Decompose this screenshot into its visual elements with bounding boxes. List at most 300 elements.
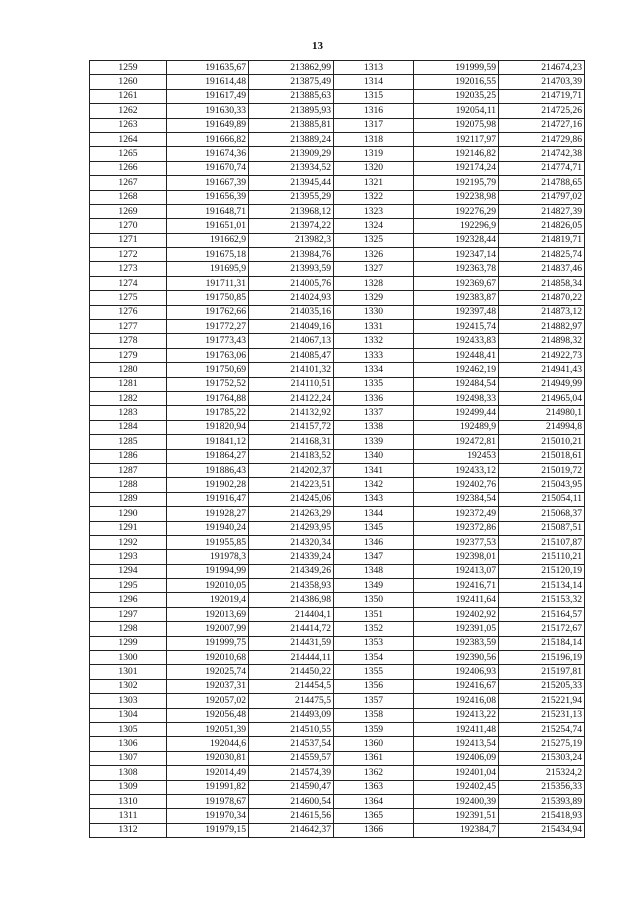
point-number-cell: 1339 bbox=[334, 435, 414, 449]
table-row bbox=[90, 607, 585, 621]
x-coordinate-cell: 191630,33 bbox=[167, 104, 249, 118]
x-coordinate-cell: 191994,99 bbox=[167, 564, 249, 578]
x-coordinate-cell: 192044,6 bbox=[167, 737, 249, 751]
x-coordinate-cell: 191670,74 bbox=[167, 161, 249, 175]
y-coordinate-cell: 214431,59 bbox=[249, 636, 334, 650]
y-coordinate-cell: 214774,71 bbox=[499, 161, 585, 175]
x-coordinate-cell: 192402,45 bbox=[414, 780, 499, 794]
table-row bbox=[90, 276, 585, 290]
y-coordinate-cell: 215120,19 bbox=[499, 564, 585, 578]
x-coordinate-cell: 191772,27 bbox=[167, 320, 249, 334]
x-coordinate-cell: 192195,79 bbox=[414, 176, 499, 190]
y-coordinate-cell: 214510,55 bbox=[249, 722, 334, 736]
point-number-cell: 1277 bbox=[90, 320, 167, 334]
table-row bbox=[90, 377, 585, 391]
point-number-cell: 1322 bbox=[334, 190, 414, 204]
point-number-cell: 1260 bbox=[90, 75, 167, 89]
point-number-cell: 1340 bbox=[334, 449, 414, 463]
y-coordinate-cell: 214444,11 bbox=[249, 651, 334, 665]
point-number-cell: 1365 bbox=[334, 809, 414, 823]
x-coordinate-cell: 191841,12 bbox=[167, 435, 249, 449]
table-row bbox=[90, 305, 585, 319]
table-row bbox=[90, 622, 585, 636]
point-number-cell: 1341 bbox=[334, 463, 414, 477]
point-number-cell: 1317 bbox=[334, 118, 414, 132]
point-number-cell: 1283 bbox=[90, 406, 167, 420]
x-coordinate-cell: 191991,82 bbox=[167, 780, 249, 794]
y-coordinate-cell: 214559,57 bbox=[249, 751, 334, 765]
x-coordinate-cell: 191614,48 bbox=[167, 75, 249, 89]
x-coordinate-cell: 192025,74 bbox=[167, 665, 249, 679]
point-number-cell: 1265 bbox=[90, 147, 167, 161]
page-number: 13 bbox=[312, 40, 323, 52]
table-row bbox=[90, 118, 585, 132]
y-coordinate-cell: 213885,81 bbox=[249, 118, 334, 132]
x-coordinate-cell: 191955,85 bbox=[167, 535, 249, 549]
x-coordinate-cell: 191750,69 bbox=[167, 363, 249, 377]
table-row bbox=[90, 665, 585, 679]
point-number-cell: 1303 bbox=[90, 694, 167, 708]
table-row bbox=[90, 104, 585, 118]
y-coordinate-cell: 215184,14 bbox=[499, 636, 585, 650]
point-number-cell: 1327 bbox=[334, 262, 414, 276]
y-coordinate-cell: 214941,43 bbox=[499, 363, 585, 377]
y-coordinate-cell: 215324,2 bbox=[499, 766, 585, 780]
x-coordinate-cell: 192010,05 bbox=[167, 579, 249, 593]
x-coordinate-cell: 192416,08 bbox=[414, 694, 499, 708]
x-coordinate-cell: 192174,24 bbox=[414, 161, 499, 175]
y-coordinate-cell: 214049,16 bbox=[249, 320, 334, 334]
table-row bbox=[90, 219, 585, 233]
x-coordinate-cell: 191666,82 bbox=[167, 132, 249, 146]
point-number-cell: 1358 bbox=[334, 708, 414, 722]
y-coordinate-cell: 215418,93 bbox=[499, 809, 585, 823]
point-number-cell: 1364 bbox=[334, 794, 414, 808]
point-number-cell: 1316 bbox=[334, 104, 414, 118]
table-row bbox=[90, 809, 585, 823]
x-coordinate-cell: 192416,71 bbox=[414, 579, 499, 593]
y-coordinate-cell: 215205,33 bbox=[499, 679, 585, 693]
table-row bbox=[90, 435, 585, 449]
point-number-cell: 1363 bbox=[334, 780, 414, 794]
point-number-cell: 1331 bbox=[334, 320, 414, 334]
point-number-cell: 1292 bbox=[90, 535, 167, 549]
table-row bbox=[90, 420, 585, 434]
point-number-cell: 1264 bbox=[90, 132, 167, 146]
x-coordinate-cell: 191674,36 bbox=[167, 147, 249, 161]
point-number-cell: 1272 bbox=[90, 248, 167, 262]
table-row bbox=[90, 233, 585, 247]
x-coordinate-cell: 191667,39 bbox=[167, 176, 249, 190]
point-number-cell: 1361 bbox=[334, 751, 414, 765]
table-row bbox=[90, 823, 585, 837]
y-coordinate-cell: 214085,47 bbox=[249, 348, 334, 362]
x-coordinate-cell: 191970,34 bbox=[167, 809, 249, 823]
point-number-cell: 1279 bbox=[90, 348, 167, 362]
y-coordinate-cell: 213982,3 bbox=[249, 233, 334, 247]
point-number-cell: 1312 bbox=[90, 823, 167, 837]
table-row bbox=[90, 507, 585, 521]
y-coordinate-cell: 215010,21 bbox=[499, 435, 585, 449]
point-number-cell: 1285 bbox=[90, 435, 167, 449]
y-coordinate-cell: 214827,39 bbox=[499, 204, 585, 218]
x-coordinate-cell: 192007,99 bbox=[167, 622, 249, 636]
y-coordinate-cell: 214202,37 bbox=[249, 463, 334, 477]
x-coordinate-cell: 191979,15 bbox=[167, 823, 249, 837]
point-number-cell: 1310 bbox=[90, 794, 167, 808]
y-coordinate-cell: 215254,74 bbox=[499, 722, 585, 736]
x-coordinate-cell: 192057,02 bbox=[167, 694, 249, 708]
point-number-cell: 1319 bbox=[334, 147, 414, 161]
point-number-cell: 1348 bbox=[334, 564, 414, 578]
point-number-cell: 1269 bbox=[90, 204, 167, 218]
table-row bbox=[90, 550, 585, 564]
x-coordinate-cell: 192051,39 bbox=[167, 722, 249, 736]
point-number-cell: 1280 bbox=[90, 363, 167, 377]
point-number-cell: 1293 bbox=[90, 550, 167, 564]
y-coordinate-cell: 215275,19 bbox=[499, 737, 585, 751]
table-row bbox=[90, 521, 585, 535]
x-coordinate-cell: 192383,87 bbox=[414, 291, 499, 305]
x-coordinate-cell: 191762,66 bbox=[167, 305, 249, 319]
x-coordinate-cell: 192054,11 bbox=[414, 104, 499, 118]
y-coordinate-cell: 215068,37 bbox=[499, 507, 585, 521]
y-coordinate-cell: 214674,23 bbox=[499, 61, 585, 75]
table-row bbox=[90, 737, 585, 751]
point-number-cell: 1294 bbox=[90, 564, 167, 578]
y-coordinate-cell: 215018,61 bbox=[499, 449, 585, 463]
point-number-cell: 1343 bbox=[334, 492, 414, 506]
point-number-cell: 1330 bbox=[334, 305, 414, 319]
x-coordinate-cell: 192433,83 bbox=[414, 334, 499, 348]
point-number-cell: 1347 bbox=[334, 550, 414, 564]
point-number-cell: 1290 bbox=[90, 507, 167, 521]
y-coordinate-cell: 215054,11 bbox=[499, 492, 585, 506]
y-coordinate-cell: 215231,13 bbox=[499, 708, 585, 722]
table-row bbox=[90, 89, 585, 103]
table-row bbox=[90, 463, 585, 477]
x-coordinate-cell: 192384,54 bbox=[414, 492, 499, 506]
point-number-cell: 1271 bbox=[90, 233, 167, 247]
coordinates-table-body bbox=[90, 61, 585, 838]
point-number-cell: 1318 bbox=[334, 132, 414, 146]
x-coordinate-cell: 192276,29 bbox=[414, 204, 499, 218]
x-coordinate-cell: 191649,89 bbox=[167, 118, 249, 132]
y-coordinate-cell: 215110,21 bbox=[499, 550, 585, 564]
point-number-cell: 1313 bbox=[334, 61, 414, 75]
x-coordinate-cell: 191999,75 bbox=[167, 636, 249, 650]
x-coordinate-cell: 191763,06 bbox=[167, 348, 249, 362]
x-coordinate-cell: 192030,81 bbox=[167, 751, 249, 765]
y-coordinate-cell: 214994,8 bbox=[499, 420, 585, 434]
table-row bbox=[90, 190, 585, 204]
table-row bbox=[90, 679, 585, 693]
y-coordinate-cell: 214450,22 bbox=[249, 665, 334, 679]
y-coordinate-cell: 214837,46 bbox=[499, 262, 585, 276]
y-coordinate-cell: 214725,26 bbox=[499, 104, 585, 118]
table-row bbox=[90, 161, 585, 175]
table-row bbox=[90, 694, 585, 708]
x-coordinate-cell: 192498,33 bbox=[414, 391, 499, 405]
x-coordinate-cell: 191635,67 bbox=[167, 61, 249, 75]
y-coordinate-cell: 214980,1 bbox=[499, 406, 585, 420]
table-row bbox=[90, 391, 585, 405]
x-coordinate-cell: 192377,53 bbox=[414, 535, 499, 549]
x-coordinate-cell: 191648,71 bbox=[167, 204, 249, 218]
y-coordinate-cell: 215197,81 bbox=[499, 665, 585, 679]
point-number-cell: 1282 bbox=[90, 391, 167, 405]
point-number-cell: 1300 bbox=[90, 651, 167, 665]
table-row bbox=[90, 291, 585, 305]
x-coordinate-cell: 192384,7 bbox=[414, 823, 499, 837]
x-coordinate-cell: 192238,98 bbox=[414, 190, 499, 204]
x-coordinate-cell: 192383,59 bbox=[414, 636, 499, 650]
point-number-cell: 1298 bbox=[90, 622, 167, 636]
y-coordinate-cell: 214339,24 bbox=[249, 550, 334, 564]
x-coordinate-cell: 192472,81 bbox=[414, 435, 499, 449]
x-coordinate-cell: 191999,59 bbox=[414, 61, 499, 75]
y-coordinate-cell: 214898,32 bbox=[499, 334, 585, 348]
point-number-cell: 1275 bbox=[90, 291, 167, 305]
point-number-cell: 1335 bbox=[334, 377, 414, 391]
x-coordinate-cell: 192075,98 bbox=[414, 118, 499, 132]
y-coordinate-cell: 214035,16 bbox=[249, 305, 334, 319]
point-number-cell: 1351 bbox=[334, 607, 414, 621]
point-number-cell: 1342 bbox=[334, 478, 414, 492]
x-coordinate-cell: 191820,94 bbox=[167, 420, 249, 434]
x-coordinate-cell: 192146,82 bbox=[414, 147, 499, 161]
table-row bbox=[90, 204, 585, 218]
point-number-cell: 1289 bbox=[90, 492, 167, 506]
x-coordinate-cell: 191617,49 bbox=[167, 89, 249, 103]
x-coordinate-cell: 192372,86 bbox=[414, 521, 499, 535]
y-coordinate-cell: 214537,54 bbox=[249, 737, 334, 751]
y-coordinate-cell: 215019,72 bbox=[499, 463, 585, 477]
table-row bbox=[90, 147, 585, 161]
y-coordinate-cell: 214349,26 bbox=[249, 564, 334, 578]
point-number-cell: 1287 bbox=[90, 463, 167, 477]
x-coordinate-cell: 192415,74 bbox=[414, 320, 499, 334]
point-number-cell: 1306 bbox=[90, 737, 167, 751]
point-number-cell: 1297 bbox=[90, 607, 167, 621]
y-coordinate-cell: 215134,14 bbox=[499, 579, 585, 593]
y-coordinate-cell: 214404,1 bbox=[249, 607, 334, 621]
x-coordinate-cell: 191675,18 bbox=[167, 248, 249, 262]
table-row bbox=[90, 780, 585, 794]
y-coordinate-cell: 214797,02 bbox=[499, 190, 585, 204]
x-coordinate-cell: 191978,67 bbox=[167, 794, 249, 808]
point-number-cell: 1304 bbox=[90, 708, 167, 722]
x-coordinate-cell: 192406,09 bbox=[414, 751, 499, 765]
y-coordinate-cell: 214067,13 bbox=[249, 334, 334, 348]
x-coordinate-cell: 192400,39 bbox=[414, 794, 499, 808]
table-row bbox=[90, 176, 585, 190]
y-coordinate-cell: 214788,65 bbox=[499, 176, 585, 190]
x-coordinate-cell: 192016,55 bbox=[414, 75, 499, 89]
point-number-cell: 1268 bbox=[90, 190, 167, 204]
table-row bbox=[90, 132, 585, 146]
table-row bbox=[90, 766, 585, 780]
x-coordinate-cell: 192391,51 bbox=[414, 809, 499, 823]
point-number-cell: 1267 bbox=[90, 176, 167, 190]
x-coordinate-cell: 192328,44 bbox=[414, 233, 499, 247]
y-coordinate-cell: 215221,94 bbox=[499, 694, 585, 708]
x-coordinate-cell: 191750,85 bbox=[167, 291, 249, 305]
point-number-cell: 1284 bbox=[90, 420, 167, 434]
x-coordinate-cell: 191864,27 bbox=[167, 449, 249, 463]
y-coordinate-cell: 214223,51 bbox=[249, 478, 334, 492]
x-coordinate-cell: 192433,12 bbox=[414, 463, 499, 477]
x-coordinate-cell: 192010,68 bbox=[167, 651, 249, 665]
x-coordinate-cell: 191752,52 bbox=[167, 377, 249, 391]
table-row bbox=[90, 564, 585, 578]
y-coordinate-cell: 215164,57 bbox=[499, 607, 585, 621]
x-coordinate-cell: 192369,67 bbox=[414, 276, 499, 290]
y-coordinate-cell: 214825,74 bbox=[499, 248, 585, 262]
point-number-cell: 1328 bbox=[334, 276, 414, 290]
point-number-cell: 1359 bbox=[334, 722, 414, 736]
y-coordinate-cell: 214949,99 bbox=[499, 377, 585, 391]
y-coordinate-cell: 215087,51 bbox=[499, 521, 585, 535]
x-coordinate-cell: 191695,9 bbox=[167, 262, 249, 276]
y-coordinate-cell: 213974,22 bbox=[249, 219, 334, 233]
x-coordinate-cell: 192117,97 bbox=[414, 132, 499, 146]
point-number-cell: 1321 bbox=[334, 176, 414, 190]
point-number-cell: 1353 bbox=[334, 636, 414, 650]
x-coordinate-cell: 192416,67 bbox=[414, 679, 499, 693]
point-number-cell: 1309 bbox=[90, 780, 167, 794]
y-coordinate-cell: 214819,71 bbox=[499, 233, 585, 247]
y-coordinate-cell: 215172,67 bbox=[499, 622, 585, 636]
table-row bbox=[90, 348, 585, 362]
point-number-cell: 1366 bbox=[334, 823, 414, 837]
x-coordinate-cell: 191940,24 bbox=[167, 521, 249, 535]
y-coordinate-cell: 214858,34 bbox=[499, 276, 585, 290]
y-coordinate-cell: 214922,73 bbox=[499, 348, 585, 362]
y-coordinate-cell: 214642,37 bbox=[249, 823, 334, 837]
point-number-cell: 1261 bbox=[90, 89, 167, 103]
x-coordinate-cell: 192411,64 bbox=[414, 593, 499, 607]
point-number-cell: 1259 bbox=[90, 61, 167, 75]
y-coordinate-cell: 214826,05 bbox=[499, 219, 585, 233]
point-number-cell: 1307 bbox=[90, 751, 167, 765]
y-coordinate-cell: 214293,95 bbox=[249, 521, 334, 535]
x-coordinate-cell: 192347,14 bbox=[414, 248, 499, 262]
table-row bbox=[90, 61, 585, 75]
y-coordinate-cell: 214183,52 bbox=[249, 449, 334, 463]
y-coordinate-cell: 213945,44 bbox=[249, 176, 334, 190]
x-coordinate-cell: 192401,04 bbox=[414, 766, 499, 780]
point-number-cell: 1278 bbox=[90, 334, 167, 348]
x-coordinate-cell: 192453 bbox=[414, 449, 499, 463]
point-number-cell: 1355 bbox=[334, 665, 414, 679]
point-number-cell: 1273 bbox=[90, 262, 167, 276]
point-number-cell: 1286 bbox=[90, 449, 167, 463]
point-number-cell: 1295 bbox=[90, 579, 167, 593]
point-number-cell: 1352 bbox=[334, 622, 414, 636]
point-number-cell: 1311 bbox=[90, 809, 167, 823]
point-number-cell: 1345 bbox=[334, 521, 414, 535]
y-coordinate-cell: 213934,52 bbox=[249, 161, 334, 175]
point-number-cell: 1266 bbox=[90, 161, 167, 175]
x-coordinate-cell: 192397,48 bbox=[414, 305, 499, 319]
x-coordinate-cell: 191928,27 bbox=[167, 507, 249, 521]
coordinates-table bbox=[89, 60, 585, 838]
point-number-cell: 1320 bbox=[334, 161, 414, 175]
point-number-cell: 1315 bbox=[334, 89, 414, 103]
table-row bbox=[90, 708, 585, 722]
point-number-cell: 1291 bbox=[90, 521, 167, 535]
x-coordinate-cell: 191785,22 bbox=[167, 406, 249, 420]
x-coordinate-cell: 192019,4 bbox=[167, 593, 249, 607]
y-coordinate-cell: 214493,09 bbox=[249, 708, 334, 722]
point-number-cell: 1263 bbox=[90, 118, 167, 132]
y-coordinate-cell: 214358,93 bbox=[249, 579, 334, 593]
x-coordinate-cell: 191711,31 bbox=[167, 276, 249, 290]
point-number-cell: 1356 bbox=[334, 679, 414, 693]
table-row bbox=[90, 751, 585, 765]
table-row bbox=[90, 478, 585, 492]
y-coordinate-cell: 215356,33 bbox=[499, 780, 585, 794]
x-coordinate-cell: 191662,9 bbox=[167, 233, 249, 247]
point-number-cell: 1326 bbox=[334, 248, 414, 262]
y-coordinate-cell: 214574,39 bbox=[249, 766, 334, 780]
table-row bbox=[90, 449, 585, 463]
point-number-cell: 1281 bbox=[90, 377, 167, 391]
y-coordinate-cell: 215043,95 bbox=[499, 478, 585, 492]
y-coordinate-cell: 213862,99 bbox=[249, 61, 334, 75]
x-coordinate-cell: 191916,47 bbox=[167, 492, 249, 506]
point-number-cell: 1362 bbox=[334, 766, 414, 780]
y-coordinate-cell: 215393,89 bbox=[499, 794, 585, 808]
table-row bbox=[90, 794, 585, 808]
x-coordinate-cell: 192484,54 bbox=[414, 377, 499, 391]
x-coordinate-cell: 192014,49 bbox=[167, 766, 249, 780]
point-number-cell: 1301 bbox=[90, 665, 167, 679]
y-coordinate-cell: 215303,24 bbox=[499, 751, 585, 765]
y-coordinate-cell: 213909,29 bbox=[249, 147, 334, 161]
table-row bbox=[90, 636, 585, 650]
y-coordinate-cell: 214245,06 bbox=[249, 492, 334, 506]
table-row bbox=[90, 363, 585, 377]
table-row bbox=[90, 535, 585, 549]
point-number-cell: 1354 bbox=[334, 651, 414, 665]
point-number-cell: 1325 bbox=[334, 233, 414, 247]
y-coordinate-cell: 213968,12 bbox=[249, 204, 334, 218]
point-number-cell: 1337 bbox=[334, 406, 414, 420]
point-number-cell: 1296 bbox=[90, 593, 167, 607]
point-number-cell: 1346 bbox=[334, 535, 414, 549]
x-coordinate-cell: 192391,05 bbox=[414, 622, 499, 636]
point-number-cell: 1336 bbox=[334, 391, 414, 405]
x-coordinate-cell: 191773,43 bbox=[167, 334, 249, 348]
x-coordinate-cell: 192035,25 bbox=[414, 89, 499, 103]
y-coordinate-cell: 213955,29 bbox=[249, 190, 334, 204]
table-row bbox=[90, 248, 585, 262]
table-row bbox=[90, 651, 585, 665]
x-coordinate-cell: 192406,93 bbox=[414, 665, 499, 679]
x-coordinate-cell: 191764,88 bbox=[167, 391, 249, 405]
point-number-cell: 1308 bbox=[90, 766, 167, 780]
point-number-cell: 1350 bbox=[334, 593, 414, 607]
x-coordinate-cell: 192411,48 bbox=[414, 722, 499, 736]
x-coordinate-cell: 192413,54 bbox=[414, 737, 499, 751]
point-number-cell: 1332 bbox=[334, 334, 414, 348]
y-coordinate-cell: 213993,59 bbox=[249, 262, 334, 276]
x-coordinate-cell: 191651,01 bbox=[167, 219, 249, 233]
x-coordinate-cell: 192402,92 bbox=[414, 607, 499, 621]
x-coordinate-cell: 192402,76 bbox=[414, 478, 499, 492]
